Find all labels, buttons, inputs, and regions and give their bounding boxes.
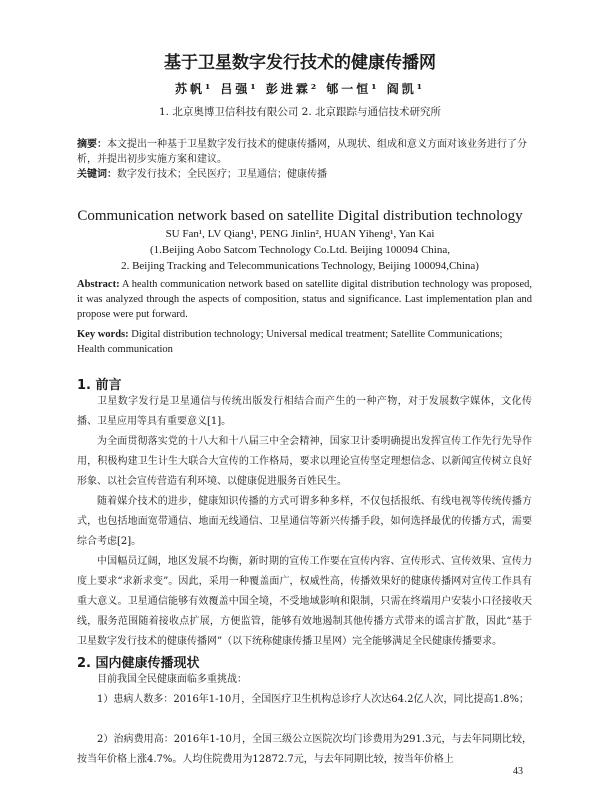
chinese-abstract bbox=[77, 137, 532, 167]
english-keywords-text: Digital distribution technology; Universal medical treatment; Satellite Communications; Health communication bbox=[77, 329, 503, 356]
english-abstract-text: A health communication network based on satellite digital distribution technology was proposed, it was analyzed through the aspects of composition, status and significance. Last implementation plan and propose were put forward. bbox=[77, 279, 533, 321]
chinese-authors: 苏帆¹ 吕强¹ 彭进霖² 郇一恒¹ 阎凯¹ bbox=[175, 82, 425, 96]
status-item-1: 1）患病人数多：2016年1-10月，全国医疗卫生机构总诊疗人次达64.2亿人次，同比提高1.8%； bbox=[97, 694, 529, 705]
chinese-keywords bbox=[77, 167, 532, 182]
section-heading-intro: 1. 前言 bbox=[77, 378, 122, 393]
status-paragraph-1: 目前我国全民健康面临多重挑战： bbox=[97, 674, 247, 685]
english-abstract bbox=[77, 277, 532, 323]
english-abstract-label: Abstract: bbox=[77, 279, 120, 290]
chinese-abstract-text: 本文提出一种基于卫星数字发行技术的健康传播网，从现状、组成和意义方面对该业务进行了分析，并提出初步实施方案和建议。 bbox=[77, 139, 527, 165]
chinese-keywords-label: 关键词： bbox=[77, 169, 117, 180]
english-keywords bbox=[77, 327, 532, 357]
english-title: Communication network based on satellite Digital distribution technology bbox=[77, 208, 523, 224]
intro-paragraph-1: 卫星数字发行是卫星通信与传统出版发行相结合而产生的一种产物，对于发展数字媒体，文化传播、卫星应用等具有重要意义[1]。 bbox=[77, 396, 532, 427]
english-authors: SU Fan¹, LV Qiang¹, PENG Jinlin², HUAN Yiheng¹, Yan Kai bbox=[165, 228, 435, 240]
status-item-2: 2）治病费用高：2016年1-10月，全国三级公立医院次均门诊费用为291.3元，与去年同期比较，按当年价格上涨4.7%。人均住院费用为12872.7元，与去年同期比较，按当年价格上 bbox=[77, 734, 532, 765]
chinese-keywords-text: 数字发行技术；全民医疗；卫星通信；健康传播 bbox=[117, 169, 327, 180]
chinese-affiliations: 1. 北京奥博卫信科技有限公司 2. 北京跟踪与通信技术研究所 bbox=[158, 106, 442, 118]
chinese-title: 基于卫星数字发行技术的健康传播网 bbox=[164, 53, 436, 73]
section-heading-status: 2. 国内健康传播现状 bbox=[77, 656, 200, 671]
english-keywords-label: Key words: bbox=[77, 329, 129, 340]
english-affiliation-2: 2. Beijing Tracking and Telecommunications Technology, Beijing 100094,China) bbox=[121, 260, 479, 272]
english-affiliation-1: (1.Beijing Aobo Satcom Technology Co.Ltd. Beijing 100094 China, bbox=[150, 244, 450, 256]
intro-paragraph-2: 为全面贯彻落实党的十八大和十八届三中全会精神，国家卫计委明确提出发挥宣传工作先行先导作用，积极构建卫生计生大联合大宣传的工作格局，要求以理论宣传坚定理想信念、以新闻宣传树立良好形象、以社会宣传营造有利环境、以健康促进服务百姓民生。 bbox=[77, 436, 532, 487]
page-number: 43 bbox=[513, 766, 523, 777]
intro-paragraph-4: 中国幅员辽阔，地区发展不均衡，新时期的宣传工作要在宣传内容、宣传形式、宣传效果、宣传力度上要求“求新求变”。因此，采用一种覆盖面广，权威性高，传播效果好的健康传播网对宣传工作具有重大意义。卫星通信能够有效覆盖中国全境，不受地域影响和限制，只需在终端用户安装小口径接收天线，服务范围随着接收点扩展，方便监管，能够有效地遏制其他传播方式带来的谣言扩散，因此“基于卫星数字发行技术的健康传播网”（以下统称健康传播卫星网）完全能够满足全民健康传播要求。 bbox=[77, 556, 532, 647]
chinese-abstract-block bbox=[77, 137, 532, 182]
intro-paragraph-3: 随着媒介技术的进步，健康知识传播的方式可谓多种多样，不仅包括报纸、有线电视等传统传播方式，也包括地面宽带通信、地面无线通信、卫星通信等新兴传播手段，如何选择最优的传播方式，需要综合考虑[2]。 bbox=[77, 496, 532, 547]
chinese-abstract-label: 摘要： bbox=[77, 139, 107, 150]
